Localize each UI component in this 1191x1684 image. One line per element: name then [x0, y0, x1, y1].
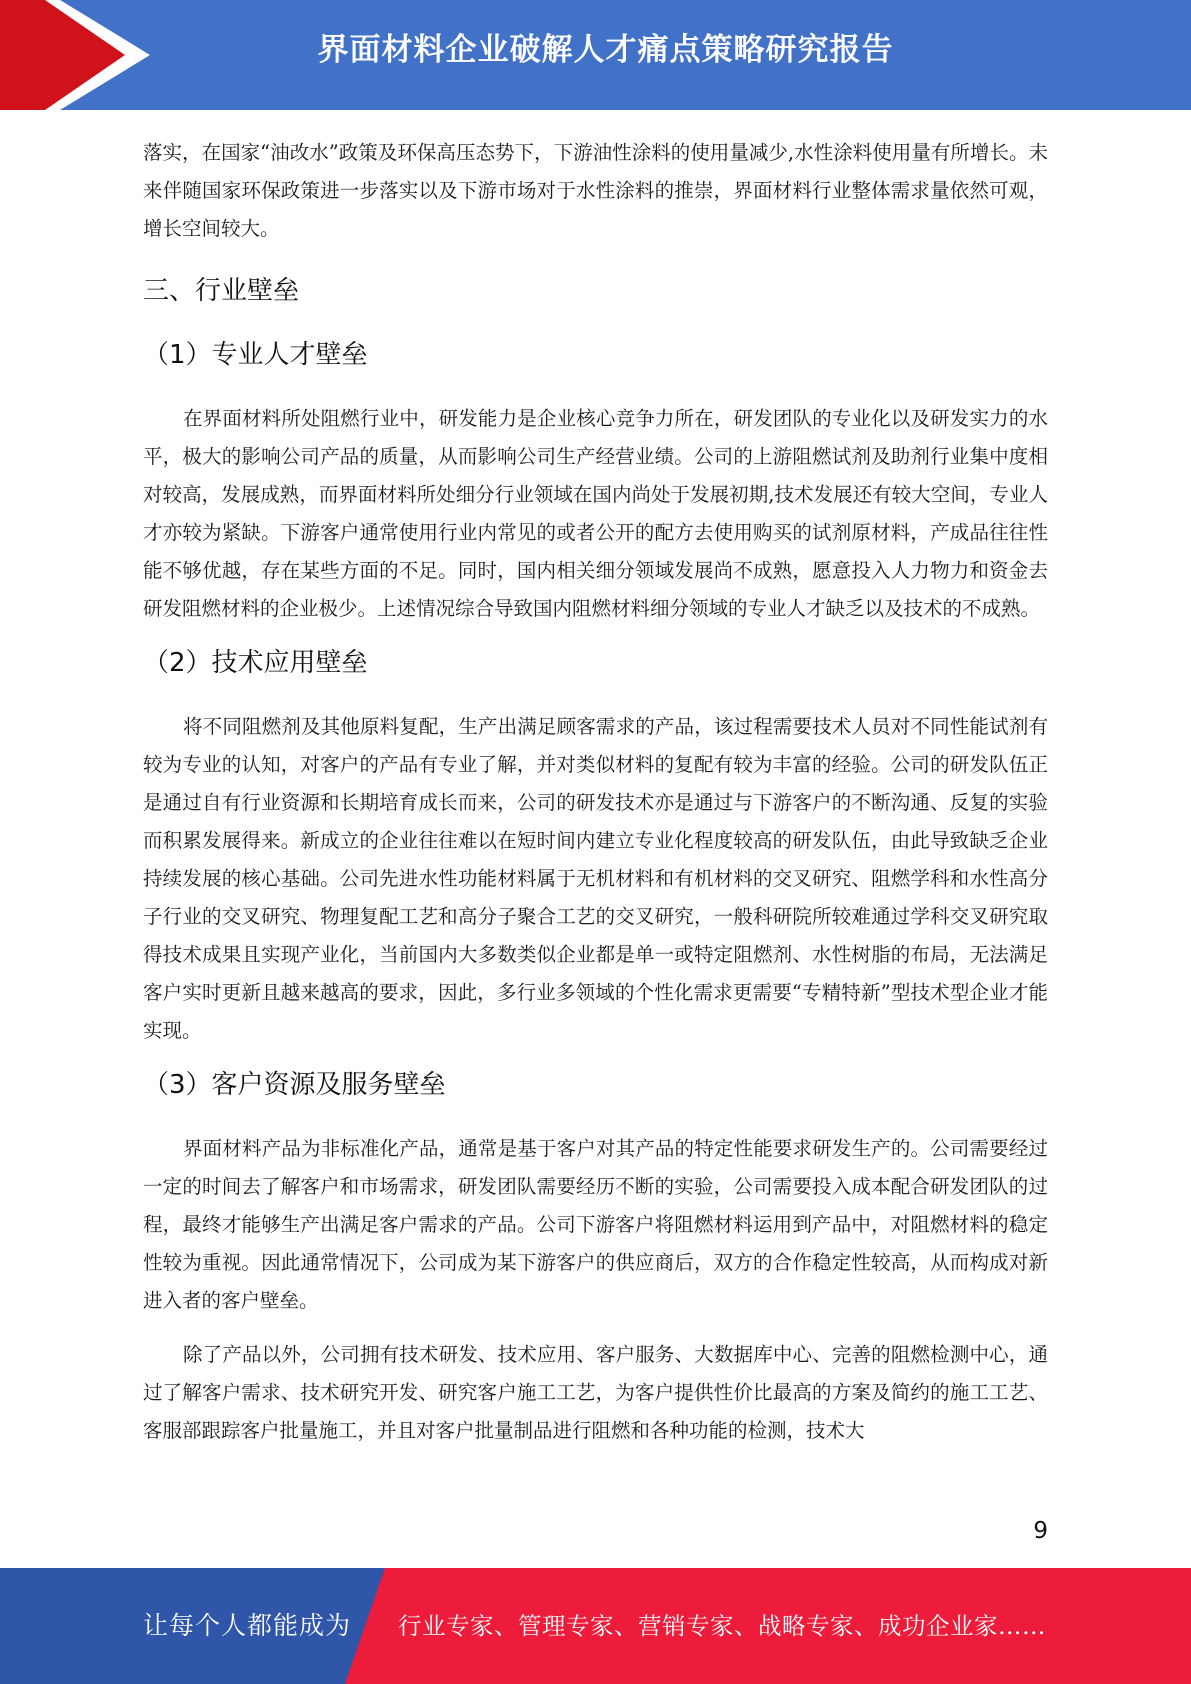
footer-slogan-left: 让每个人都能成为: [143, 1611, 352, 1640]
subsection-heading-technology: （2）技术应用壁垒: [143, 648, 368, 678]
page-number: 9: [1033, 1518, 1048, 1544]
paragraph-technology: 将不同阻燃剂及其他原料复配，生产出满足顾客需求的产品，该过程需要技术人员对不同性能试剂有较为专业的认知，对客户的产品有专业了解，并对类似材料的复配有较为丰富的经验。公司的研发队伍正是通过自有行业资源和长期培育成长而来，公司的研发技术亦是通过与下游客户的不断沟通、反复的实验而积累发展得来。新成立的企业往往难以在短时间内建立专业化程度较高的研发队伍，由此导致缺乏企业持续发展的核心基础。公司先进水性功能材料属于无机材料和有机材料的交叉研究、阻燃学科和水性高分子行业的交叉研究、物理复配工艺和高分子聚合工艺的交叉研究，一般科研院所较难通过学科交叉研究取得技术成果且实现产业化，当前国内大多数类似企业都是单一或特定阻燃剂、水性树脂的布局，无法满足客户实时更新且越来越高的要求，因此，多行业多领域的个性化需求更需要“专精特新”型技术型企业才能实现。: [143, 715, 1048, 1042]
document-body: [143, 134, 1048, 1450]
subsection-heading-customer: （3）客户资源及服务壁垒: [143, 1070, 446, 1100]
page-footer: [0, 1568, 1191, 1684]
subsection-heading-talent: （1）专业人才壁垒: [143, 340, 368, 370]
paragraph-customer-2: 除了产品以外，公司拥有技术研发、技术应用、客户服务、大数据库中心、完善的阻燃检测中心，通过了解客户需求、技术研究开发、研究客户施工工艺，为客户提供性价比最高的方案及简约的施工工艺、客服部跟踪客户批量施工，并且对客户批量制品进行阻燃和各种功能的检测，技术大: [143, 1343, 1048, 1442]
paragraph-talent: 在界面材料所处阻燃行业中，研发能力是企业核心竞争力所在，研发团队的专业化以及研发实力的水平，极大的影响公司产品的质量，从而影响公司生产经营业绩。公司的上游阻燃试剂及助剂行业集中度相对较高，发展成熟，而界面材料所处细分行业领域在国内尚处于发展初期,技术发展还有较大空间，专业人才亦较为紧缺。下游客户通常使用行业内常见的或者公开的配方去使用购买的试剂原材料，产成品往往性能不够优越，存在某些方面的不足。同时，国内相关细分领域发展尚不成熟，愿意投入人力物力和资金去研发阻燃材料的企业极少。上述情况综合导致国内阻燃材料细分领域的专业人才缺乏以及技术的不成熟。: [143, 407, 1048, 620]
report-title: 界面材料企业破解人才痛点策略研究报告: [317, 32, 894, 68]
page-header: [0, 0, 1191, 110]
footer-slogan-right: 行业专家、管理专家、营销专家、战略专家、成功企业家……: [398, 1612, 1046, 1640]
intro-paragraph: 落实，在国家“油改水”政策及环保高压态势下，下游油性涂料的使用量减少,水性涂料使用量有所增长。未来伴随国家环保政策进一步落实以及下游市场对于水性涂料的推崇，界面材料行业整体需求量依然可观，增长空间较大。: [143, 141, 1048, 240]
section-heading: 三、行业壁垒: [143, 276, 300, 306]
paragraph-customer-1: 界面材料产品为非标准化产品，通常是基于客户对其产品的特定性能要求研发生产的。公司需要经过一定的时间去了解客户和市场需求，研发团队需要经历不断的实验，公司需要投入成本配合研发团队的过程，最终才能够生产出满足客户需求的产品。公司下游客户将阻燃材料运用到产品中，对阻燃材料的稳定性较为重视。因此通常情况下，公司成为某下游客户的供应商后，双方的合作稳定性较高，从而构成对新进入者的客户壁垒。: [143, 1137, 1048, 1312]
